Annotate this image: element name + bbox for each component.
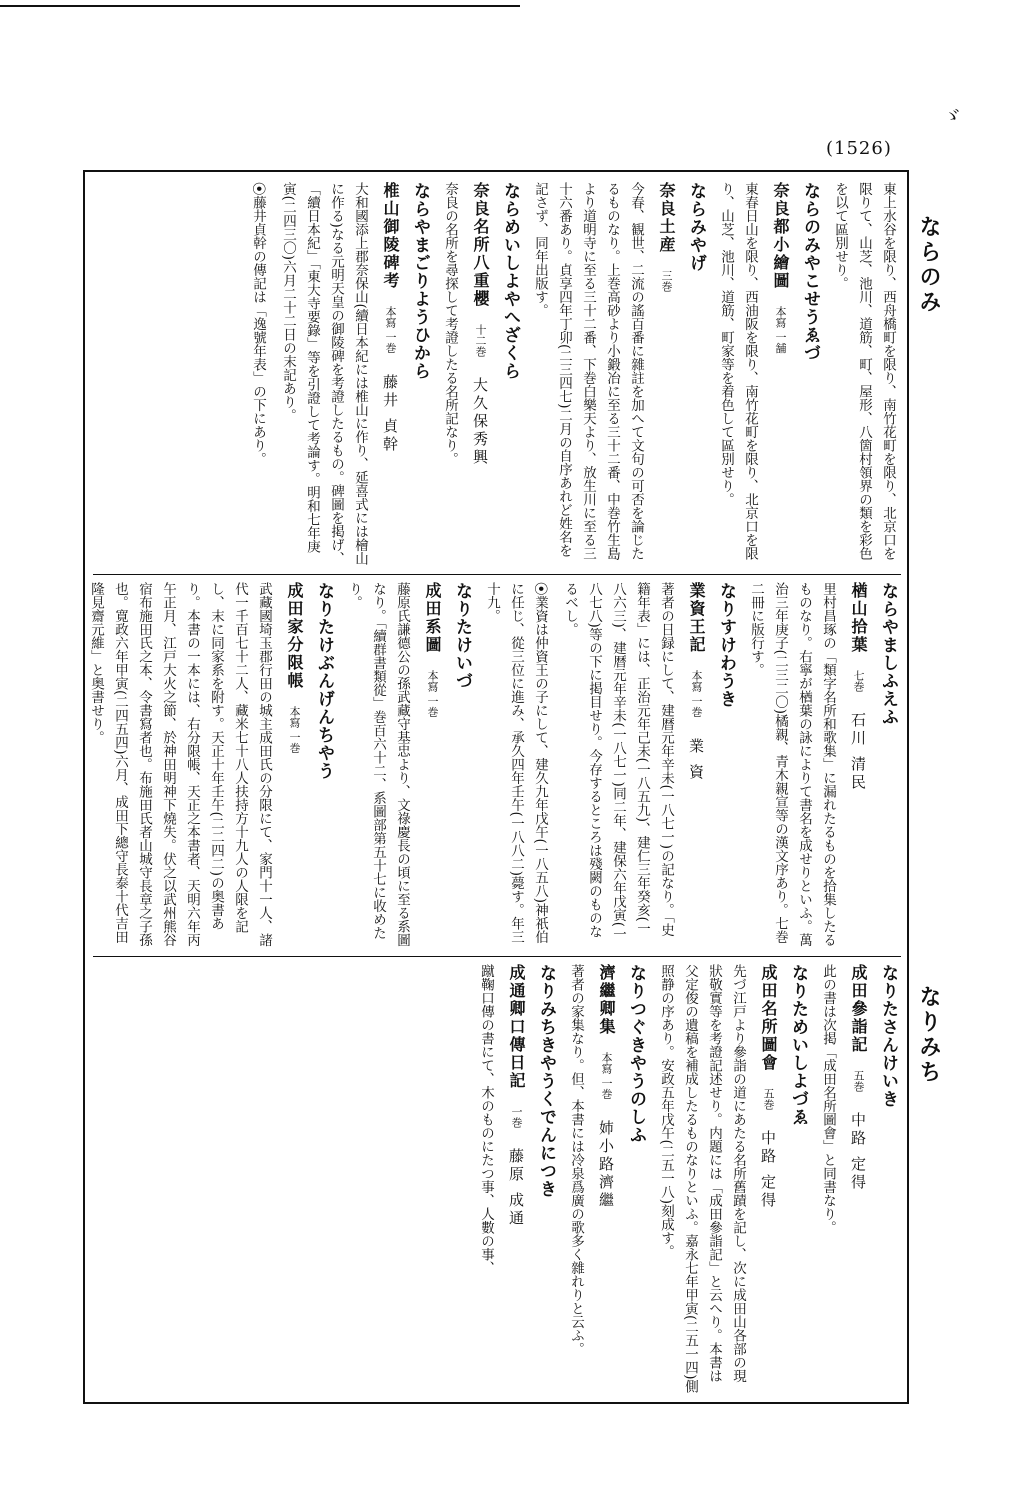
entry-title-line	[768, 182, 792, 566]
entry-title: 楢山拾葉	[849, 582, 868, 654]
entry-body: 蹴鞠口傳の書にて、木のものにたつ事、人數の事、	[478, 964, 494, 1275]
section-label-narimichi: なりみち	[916, 985, 942, 1085]
entry-title-line	[282, 582, 306, 948]
entry-title-line	[684, 582, 708, 948]
entry-body: 東春日山を限り、西油阪を限り、南竹花町を限り、北京口を限り、山芝、池川、道筋、町家等を着色して區別せり。	[718, 182, 758, 560]
entry-reading: なりたけいづ	[452, 582, 472, 690]
entry-volume: 本寫 一巻	[384, 306, 397, 354]
dictionary-entry	[528, 182, 708, 566]
entry-reading: ならのみやこせうゑづ	[800, 182, 820, 362]
text-band-top	[96, 182, 900, 566]
dictionary-entry	[714, 182, 822, 566]
entry-reading: ならやまごりようひから	[410, 182, 430, 380]
entry-author: 中路 定得	[849, 1112, 867, 1192]
dictionary-entry	[744, 582, 900, 948]
section-label-naranomi: ならのみ	[916, 215, 942, 315]
band-divider	[93, 956, 901, 957]
dictionary-entry	[828, 182, 900, 566]
entry-title: 成田系圖	[423, 582, 442, 654]
entry-author: 姉小路濟繼	[597, 1119, 615, 1210]
entry-author: 中路 定得	[759, 1130, 777, 1210]
entry-title: 成通卿口傳日記	[507, 964, 526, 1090]
entry-author: 業 資	[687, 737, 705, 782]
entry-body: ⦿藤井貞幹の傳記は「逸號年表」の下にあり。	[250, 182, 266, 466]
dictionary-entry	[558, 582, 738, 948]
entry-reading: なりすけわうき	[716, 582, 736, 708]
entry-body: 先づ江戸より參詣の道にあたる名所舊蹟を記し、次に成田山各部の現狀敬實等を考證記述せり。内題には「成田參詣記」と云へり。本書は父定俊の遺稿を補成したるものなりといふ。嘉永七年甲寅(二五一四)側照静の序あり。安政五年戊午(二五一八)刻成す。	[658, 964, 746, 1394]
entry-body: 著者の家集なり。但、本書には冷泉爲廣の歌多く雜れりと云ふ。	[568, 964, 584, 1356]
dictionary-entry	[816, 964, 900, 1394]
entry-author: 藤井 貞幹	[381, 373, 399, 454]
entry-volume: 五巻	[762, 1088, 775, 1110]
dictionary-entry	[276, 182, 432, 566]
entry-volume: 十二巻	[474, 324, 487, 357]
entry-title-line	[504, 964, 528, 1394]
entry-title: 濟繼卿集	[597, 964, 616, 1036]
page-number: (1526)	[826, 138, 892, 159]
entry-title: 成田名所圖會	[759, 964, 778, 1072]
entry-reading: ならめいしよやへざくら	[500, 182, 520, 380]
dictionary-entry	[84, 582, 336, 948]
entry-reading: なりためいしよづゑ	[788, 964, 808, 1126]
entry-body: 東上水谷を限り、西舟橋町を限り、南竹花町を限り、北京口を限りて、山芝、池川、道筋、町、屋形、八箇村領界の類を彩色を以て區別せり。	[832, 182, 896, 560]
entry-author: 石川 清民	[849, 712, 867, 792]
text-band-middle	[88, 582, 900, 948]
entry-body: 今春、観世、二流の謠百番に雜註を加へて文句の可否を論じたるものなり。上巻高砂より小鍛冶に至る三十二番、中巻竹生島より道明寺に至る三十二番、下巻白樂天より、放生川に至る三十六番あり。貞享四年丁卯(二三四七)二月の自序あれど姓名を記さず、同年出版す。	[532, 182, 644, 560]
entry-title-line	[420, 582, 444, 948]
entry-title: 奈良名所八重櫻	[471, 182, 490, 308]
entry-title-line	[654, 182, 678, 566]
entry-body: 武藏國埼玉郡行田の城主成田氏の分限にて、家門十一人、諸代一千百七十二人、藏米七十八人扶持方十九人の人限を記し、末に同家系を附す。天正十年壬午(二二四二)の奥書あり。本書の一本には、右分限帳、天正之本書者、天明六年丙午正月、江戸大火之節、於神田明神下燒失。伏之以武州熊谷宿布施田氏之本、令書寫者也。布施田氏者山城守長章之子孫也。寛政六年甲寅(二四五四)六月、成田下總守長泰十代吉田隆見齋元維」と奥書せり。	[88, 582, 272, 947]
entry-body: 此の書は次掲「成田名所圖會」と同書なり。	[820, 964, 836, 1234]
entry-author: 藤原 成通	[507, 1148, 525, 1228]
entry-reading: ならやましふえふ	[878, 582, 898, 726]
entry-title: 業資王記	[687, 582, 706, 654]
entry-reading: なりたさんけいき	[878, 964, 898, 1108]
entry-title-line	[846, 964, 870, 1394]
entry-reading: なりつぐきやうのしふ	[626, 964, 646, 1144]
dictionary-entry	[480, 582, 552, 948]
entry-volume: 本寫 一巻	[600, 1052, 613, 1100]
dictionary-entry	[474, 964, 558, 1394]
entry-title: 椎山御陵碑考	[381, 182, 400, 290]
entry-volume: 本寫 一巻	[690, 670, 703, 718]
entry-body: 里村昌琢の「類字名所和歌集」に漏れたるものを拾集したるものなり。右寧が楢葉の詠によりて書名を成せりといふ。萬治三年庚子(二三二〇)橘親、青木親宣等の漢文序あり。七巻二冊に版行す。	[748, 582, 836, 947]
dictionary-entry	[342, 582, 474, 948]
entry-title: 奈良都小繪圖	[771, 182, 790, 290]
entry-title: 成田家分限帳	[285, 582, 304, 690]
entry-volume: 本寫 一巻	[426, 670, 439, 718]
band-divider	[93, 574, 901, 575]
entry-title-line	[594, 964, 618, 1394]
dictionary-entry	[654, 964, 810, 1394]
text-band-bottom	[96, 964, 900, 1394]
entry-volume: 本寫 一舗	[774, 306, 787, 354]
dictionary-entry	[246, 182, 270, 566]
entry-volume: 三巻	[660, 270, 673, 292]
entry-title-line	[756, 964, 780, 1394]
entry-body: 大和國添上郡奈保山(續日本紀には椎山に作り、延喜式には檜山に作る)なる元明天皇の御陵碑を考證したるもの。碑圖を掲げ、「續日本紀」「東大寺要錄」等を引證して考論す。明和七年庚寅(二四三〇)六月二十二日の末記あり。	[280, 182, 368, 566]
entry-author: 大久保秀興	[471, 377, 489, 467]
entry-volume: 一巻	[510, 1106, 523, 1128]
entry-volume: 五巻	[852, 1070, 865, 1092]
entry-body: 著者の日録にして、建暦元年辛未(一八七一)の記なり。「史籍年表」には、正治元年己未(一八五九)、建仁三年癸亥(一八六三)、建暦元年辛未(一八七一)同二年、建保六年戊寅(一八七八)等の下に掲目せり。今存するところは殘闕のものなるべし。	[562, 582, 674, 941]
dictionary-entry	[438, 182, 522, 566]
entry-title-line	[468, 182, 492, 566]
corner-mark: ゞ	[942, 104, 962, 128]
entry-title: 成田參詣記	[849, 964, 868, 1054]
entry-volume: 本寫 一巻	[288, 706, 301, 754]
entry-reading: ならみやげ	[686, 182, 706, 272]
entry-volume: 七巻	[852, 670, 865, 692]
scan-edge-line	[0, 5, 520, 7]
dictionary-entry	[564, 964, 648, 1394]
entry-body: 藤原氏謙德公の孫武藏守基忠より、文祿慶長の頃に至る系圖なり。「續群書類從」巻百六十二、系圖部第五十七に收めたり。	[346, 582, 410, 947]
entry-title-line	[846, 582, 870, 948]
entry-reading: なりみちきやうくでんにつき	[536, 964, 556, 1198]
entry-reading: なりたけぶんげんちやう	[314, 582, 334, 780]
entry-title-line	[378, 182, 402, 566]
entry-body: ⦿業資は仲資王の子にして、建久九年戊午(一八五八)神祇伯に任じ、從三位に進み、承久四年壬午(一八八二)薨す。年三十九。	[484, 582, 548, 944]
entry-body: 奈良の名所を尋探して考證したる名所記なり。	[442, 182, 458, 466]
entry-title: 奈良土産	[657, 182, 676, 254]
